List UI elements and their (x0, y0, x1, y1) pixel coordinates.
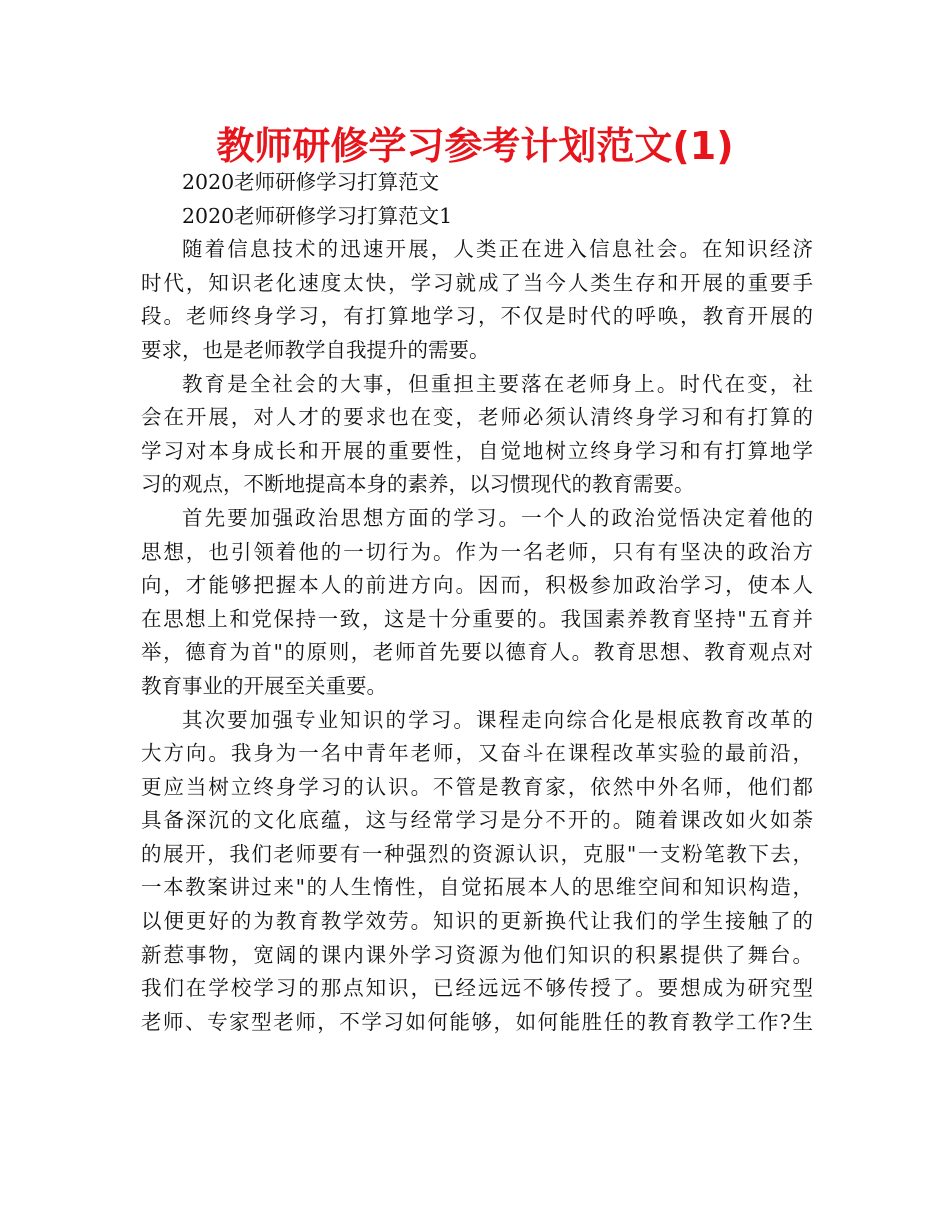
body-line: 在思想上和党保持一致，这是十分重要的。我国素养教育坚持"五育并 (141, 606, 813, 631)
body-line: 习的观点，不断地提高本身的素养，以习惯现代的教育需要。 (141, 472, 695, 497)
body-line: 举，德育为首"的原则，老师首先要以德育人。教育思想、教育观点对 (141, 640, 813, 665)
body-line: 更应当树立终身学习的认识。不管是教育家，依然中外名师，他们都 (141, 774, 813, 799)
body-line: 2020老师研修学习打算范文1 (182, 203, 453, 228)
body-line: 其次要加强专业知识的学习。课程走向综合化是根底教育改革的 (182, 707, 813, 732)
body-line: 老师、专家型老师，不学习如何能够，如何能胜任的教育教学工作?生 (141, 1009, 813, 1034)
body-line: 要求，也是老师教学自我提升的需要。 (141, 337, 490, 362)
body-line: 具备深沉的文化底蕴，这与经常学习是分不开的。随着课改如火如荼 (141, 808, 813, 833)
body-line: 教育事业的开展至关重要。 (141, 673, 387, 698)
body-line: 段。老师终身学习，有打算地学习，不仅是时代的呼唤，教育开展的 (141, 304, 813, 329)
document-title: 教师研修学习参考计划范文(1) (216, 124, 734, 168)
body-line: 会在开展，对人才的要求也在变，老师必须认清终身学习和有打算的 (141, 405, 813, 430)
body-line: 向，才能够把握本人的前进方向。因而，积极参加政治学习，使本人 (141, 573, 813, 598)
body-line: 以便更好的为教育教学效劳。知识的更新换代让我们的学生接触了的 (141, 909, 813, 934)
document-body (141, 166, 813, 1039)
body-line: 教育是全社会的大事，但重担主要落在老师身上。时代在变，社 (182, 371, 813, 396)
body-line: 新惹事物，宽阔的课内课外学习资源为他们知识的积累提供了舞台。 (141, 942, 813, 967)
body-line: 的展开，我们老师要有一种强烈的资源认识，克服"一支粉笔教下去， (141, 841, 813, 866)
body-line: 时代，知识老化速度太快，学习就成了当今人类生存和开展的重要手 (141, 270, 813, 295)
body-line: 学习对本身成长和开展的重要性，自觉地树立终身学习和有打算地学 (141, 438, 813, 463)
body-line: 随着信息技术的迅速开展，人类正在进入信息社会。在知识经济 (182, 237, 813, 262)
body-line: 思想，也引领着他的一切行为。作为一名老师，只有有坚决的政治方 (141, 539, 813, 564)
body-line: 2020老师研修学习打算范文 (182, 170, 440, 194)
body-line: 大方向。我身为一名中青年老师，又奋斗在课程改革实验的最前沿， (141, 741, 813, 766)
body-line: 一本教案讲过来"的人生惰性，自觉拓展本人的思维空间和知识构造， (141, 875, 813, 900)
body-line: 我们在学校学习的那点知识，已经远远不够传授了。要想成为研究型 (141, 976, 813, 1001)
body-line: 首先要加强政治思想方面的学习。一个人的政治觉悟决定着他的 (182, 505, 813, 530)
